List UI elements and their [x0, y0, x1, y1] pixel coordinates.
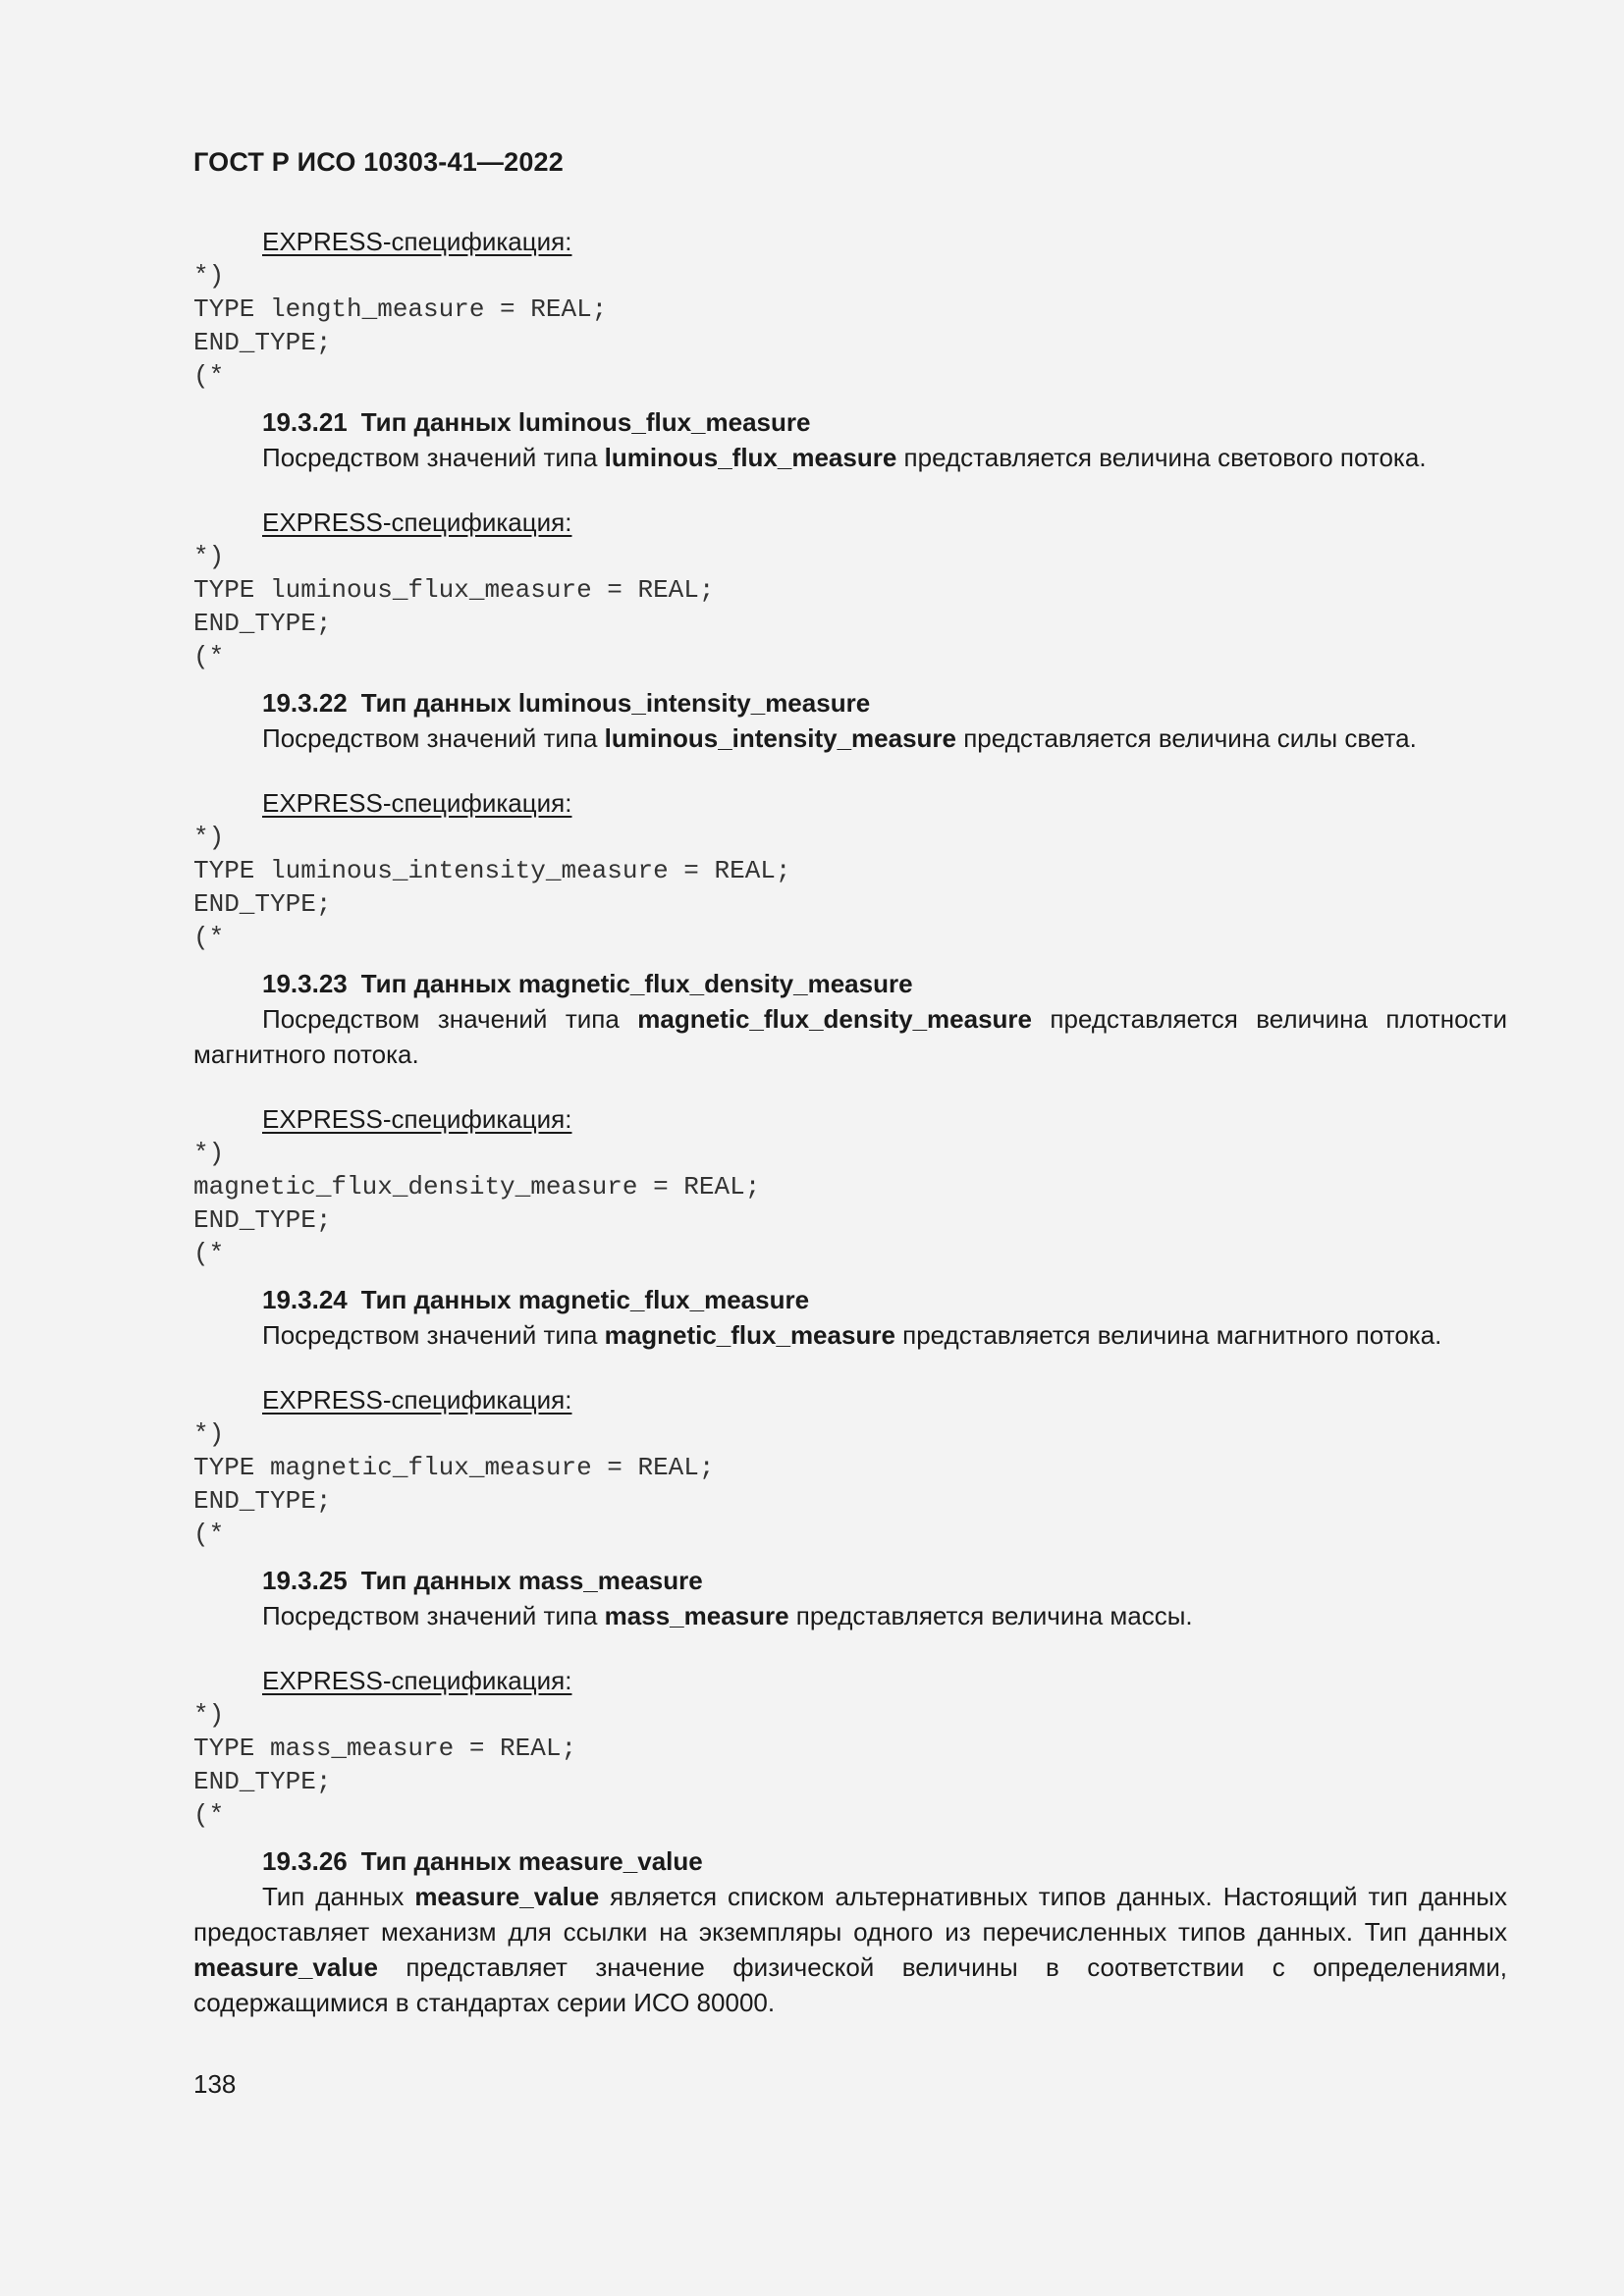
section-number: 19.3.24	[262, 1285, 348, 1314]
section-paragraph	[193, 1879, 1507, 2020]
type-name: luminous_intensity_measure	[604, 723, 956, 753]
para-text: является списком альтернативных типов данных. Настоящий тип данных предоставляет механизм для ссылки на экземпляры одного из перечисленных типов данных. Тип данных	[193, 1882, 1507, 1947]
code-line: magnetic_flux_density_measure = REAL;	[193, 1172, 761, 1201]
code-line: *)	[193, 261, 225, 291]
code-line: TYPE mass_measure = REAL;	[193, 1734, 577, 1763]
section-title: Тип данных measure_value	[360, 1846, 703, 1876]
para-text: Посредством значений типа	[262, 723, 605, 753]
section-paragraph	[193, 721, 1507, 756]
code-line: (*	[193, 923, 225, 952]
code-line: END_TYPE;	[193, 1486, 332, 1516]
section-19-3-24	[193, 1282, 1507, 1551]
code-line: END_TYPE;	[193, 609, 332, 638]
para-text: Посредством значений типа	[262, 1320, 605, 1350]
section-number: 19.3.23	[262, 969, 348, 998]
para-text: Посредством значений типа	[262, 1601, 605, 1630]
para-text: Посредством значений типа	[262, 443, 605, 472]
section-number: 19.3.22	[262, 688, 348, 718]
section-19-3-23	[193, 966, 1507, 1270]
express-block	[193, 224, 1507, 393]
para-text: представляется величина плотности магнитного потока.	[193, 1004, 1507, 1069]
document-body	[193, 224, 1507, 2020]
section-heading	[262, 685, 1507, 721]
code-line: TYPE luminous_intensity_measure = REAL;	[193, 856, 791, 885]
para-text: представляется величина светового потока.	[896, 443, 1427, 472]
express-label: EXPRESS-спецификация:	[262, 507, 572, 537]
code-line: TYPE magnetic_flux_measure = REAL;	[193, 1453, 715, 1482]
type-name: measure_value	[193, 1952, 378, 1982]
express-label: EXPRESS-спецификация:	[262, 1104, 572, 1134]
section-heading	[262, 1282, 1507, 1317]
code-line: *)	[193, 1419, 225, 1449]
section-heading	[262, 1843, 1507, 1879]
code-line: TYPE length_measure = REAL;	[193, 294, 608, 324]
code-line: *)	[193, 823, 225, 852]
section-number: 19.3.26	[262, 1846, 348, 1876]
code-line: END_TYPE;	[193, 889, 332, 919]
para-text: представляется величина магнитного потока.	[894, 1320, 1442, 1350]
document-header: ГОСТ Р ИСО 10303-41—2022	[193, 147, 564, 177]
code-line: END_TYPE;	[193, 1205, 332, 1235]
para-text: представляет значение физической величины в соответствии с определениями, содержащимися в стандартах серии ИСО 80000.	[193, 1952, 1507, 2017]
section-19-3-25	[193, 1563, 1507, 1832]
code-line: (*	[193, 1239, 225, 1268]
section-heading	[262, 1563, 1507, 1598]
code-line: (*	[193, 1520, 225, 1549]
section-title: Тип данных magnetic_flux_measure	[360, 1285, 810, 1314]
code-line: TYPE luminous_flux_measure = REAL;	[193, 575, 715, 605]
express-label: EXPRESS-спецификация:	[262, 227, 572, 256]
section-19-3-26	[193, 1843, 1507, 2020]
code-line: END_TYPE;	[193, 1767, 332, 1796]
express-label: EXPRESS-спецификация:	[262, 1666, 572, 1695]
code-line: (*	[193, 642, 225, 671]
type-name: magnetic_flux_density_measure	[637, 1004, 1032, 1034]
section-19-3-21	[193, 404, 1507, 673]
type-name: luminous_flux_measure	[604, 443, 897, 472]
section-number: 19.3.25	[262, 1566, 348, 1595]
section-heading	[262, 966, 1507, 1001]
code-line: *)	[193, 542, 225, 571]
section-paragraph	[193, 1001, 1507, 1072]
code-line: END_TYPE;	[193, 328, 332, 357]
para-text: Посредством значений типа	[262, 1004, 638, 1034]
para-text: Тип данных	[262, 1882, 415, 1911]
para-text: представляется величина силы света.	[956, 723, 1417, 753]
express-label: EXPRESS-спецификация:	[262, 1385, 572, 1415]
section-heading	[262, 404, 1507, 440]
section-title: Тип данных luminous_intensity_measure	[360, 688, 871, 718]
section-number: 19.3.21	[262, 407, 348, 437]
section-19-3-22	[193, 685, 1507, 954]
code-line: *)	[193, 1700, 225, 1730]
section-title: Тип данных luminous_flux_measure	[360, 407, 811, 437]
code-line: (*	[193, 1800, 225, 1830]
section-paragraph	[193, 1598, 1507, 1633]
section-paragraph	[193, 1317, 1507, 1353]
page-number: 138	[193, 2069, 237, 2099]
section-title: Тип данных magnetic_flux_density_measure	[360, 969, 913, 998]
type-name: mass_measure	[604, 1601, 789, 1630]
type-name: magnetic_flux_measure	[604, 1320, 895, 1350]
para-text: представляется величина массы.	[788, 1601, 1193, 1630]
express-label: EXPRESS-спецификация:	[262, 788, 572, 818]
section-title: Тип данных mass_measure	[360, 1566, 703, 1595]
section-paragraph	[193, 440, 1507, 475]
type-name: measure_value	[414, 1882, 600, 1911]
code-line: *)	[193, 1139, 225, 1168]
code-line: (*	[193, 361, 225, 391]
